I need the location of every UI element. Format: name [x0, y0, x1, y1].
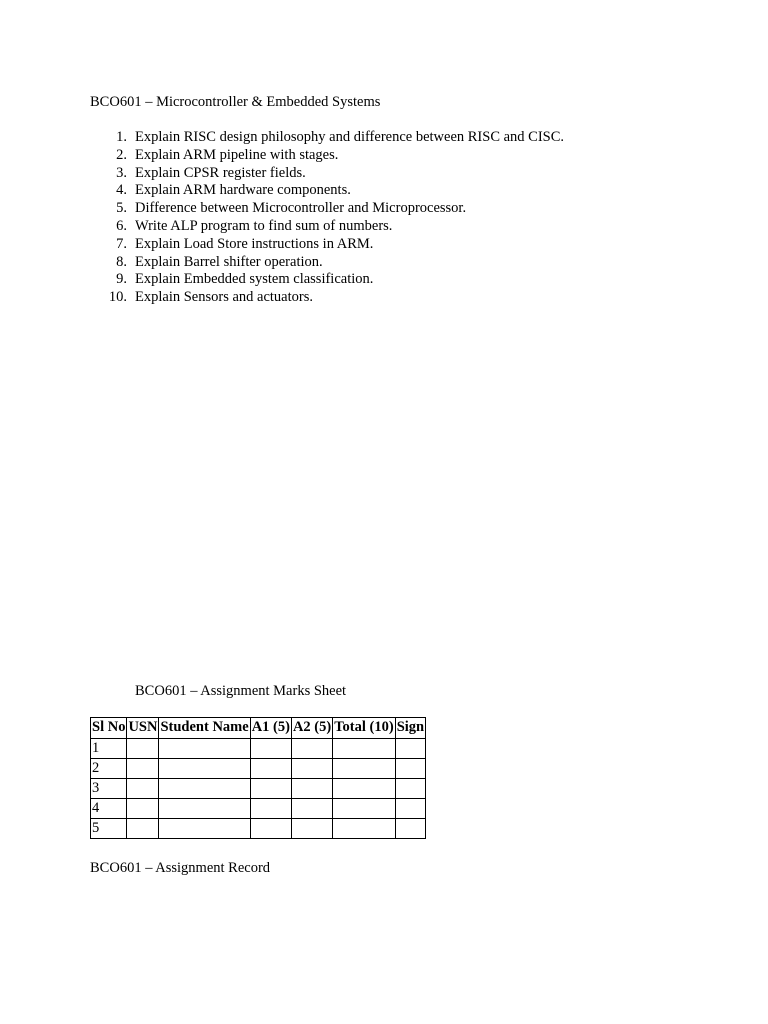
cell-sign: [395, 739, 425, 759]
cell-sign: [395, 799, 425, 819]
question-text: Explain RISC design philosophy and difference between RISC and CISC.: [135, 129, 565, 145]
question-number: 10.: [108, 289, 127, 306]
cell-student-name: [159, 799, 250, 819]
question-number: 6.: [116, 217, 127, 234]
cell-total: [333, 819, 395, 839]
cell-sign: [395, 819, 425, 839]
cell-a1: [250, 739, 291, 759]
cell-usn: [127, 759, 159, 779]
question-text: Explain ARM hardware components.: [135, 182, 351, 199]
table-row: [91, 779, 426, 799]
question-text: Explain Sensors and actuators.: [135, 289, 313, 306]
table-row: [91, 739, 426, 759]
header-a1: A1 (5): [250, 718, 291, 739]
header-a2: A2 (5): [291, 718, 332, 739]
question-text: Explain Barrel shifter operation.: [135, 253, 323, 270]
question-number: 4.: [116, 182, 127, 199]
marks-sheet-title: BCO601 – Assignment Marks Sheet: [135, 683, 347, 699]
cell-usn: [127, 779, 159, 799]
cell-student-name: [159, 759, 250, 779]
question-number: 1.: [116, 129, 127, 145]
cell-sl-no: 1: [91, 739, 127, 759]
header-total: Total (10): [333, 718, 395, 739]
cell-total: [333, 779, 395, 799]
cell-a1: [250, 779, 291, 799]
cell-a2: [291, 739, 332, 759]
cell-sl-no: 3: [91, 779, 127, 799]
cell-student-name: [159, 819, 250, 839]
cell-total: [333, 759, 395, 779]
cell-a2: [291, 799, 332, 819]
table-row: [91, 759, 426, 779]
question-number: 7.: [116, 235, 127, 252]
cell-a2: [291, 819, 332, 839]
question-number: 8.: [116, 253, 127, 270]
assignment-record-title: BCO601 – Assignment Record: [90, 860, 271, 876]
header-sl-no: Sl No: [91, 718, 127, 739]
table-row: [91, 799, 426, 819]
cell-total: [333, 799, 395, 819]
question-number: 9.: [116, 271, 127, 288]
question-text: Explain Load Store instructions in ARM.: [135, 235, 374, 252]
table-row: [91, 819, 426, 839]
question-number: 3.: [116, 164, 127, 181]
header-sign: Sign: [395, 718, 425, 739]
cell-total: [333, 739, 395, 759]
cell-usn: [127, 819, 159, 839]
cell-student-name: [159, 779, 250, 799]
question-text: Difference between Microcontroller and Microprocessor.: [135, 200, 467, 217]
cell-sl-no: 5: [91, 819, 127, 839]
table-header-row: [91, 718, 426, 739]
cell-a1: [250, 819, 291, 839]
cell-sign: [395, 759, 425, 779]
header-usn: USN: [127, 718, 159, 739]
question-text: Explain ARM pipeline with stages.: [135, 146, 339, 163]
cell-sign: [395, 779, 425, 799]
cell-a2: [291, 779, 332, 799]
question-text: Explain CPSR register fields.: [135, 164, 306, 181]
question-number: 2.: [116, 146, 127, 163]
cell-a2: [291, 759, 332, 779]
cell-usn: [127, 739, 159, 759]
marks-table: [90, 717, 426, 839]
header-student-name: Student Name: [159, 718, 250, 739]
question-number: 5.: [116, 200, 127, 217]
cell-sl-no: 2: [91, 759, 127, 779]
cell-usn: [127, 799, 159, 819]
cell-sl-no: 4: [91, 799, 127, 819]
question-text: Explain Embedded system classification.: [135, 271, 374, 288]
cell-student-name: [159, 739, 250, 759]
document-title: BCO601 – Microcontroller & Embedded Systems: [90, 94, 381, 110]
question-text: Write ALP program to find sum of numbers.: [135, 217, 393, 234]
cell-a1: [250, 759, 291, 779]
cell-a1: [250, 799, 291, 819]
